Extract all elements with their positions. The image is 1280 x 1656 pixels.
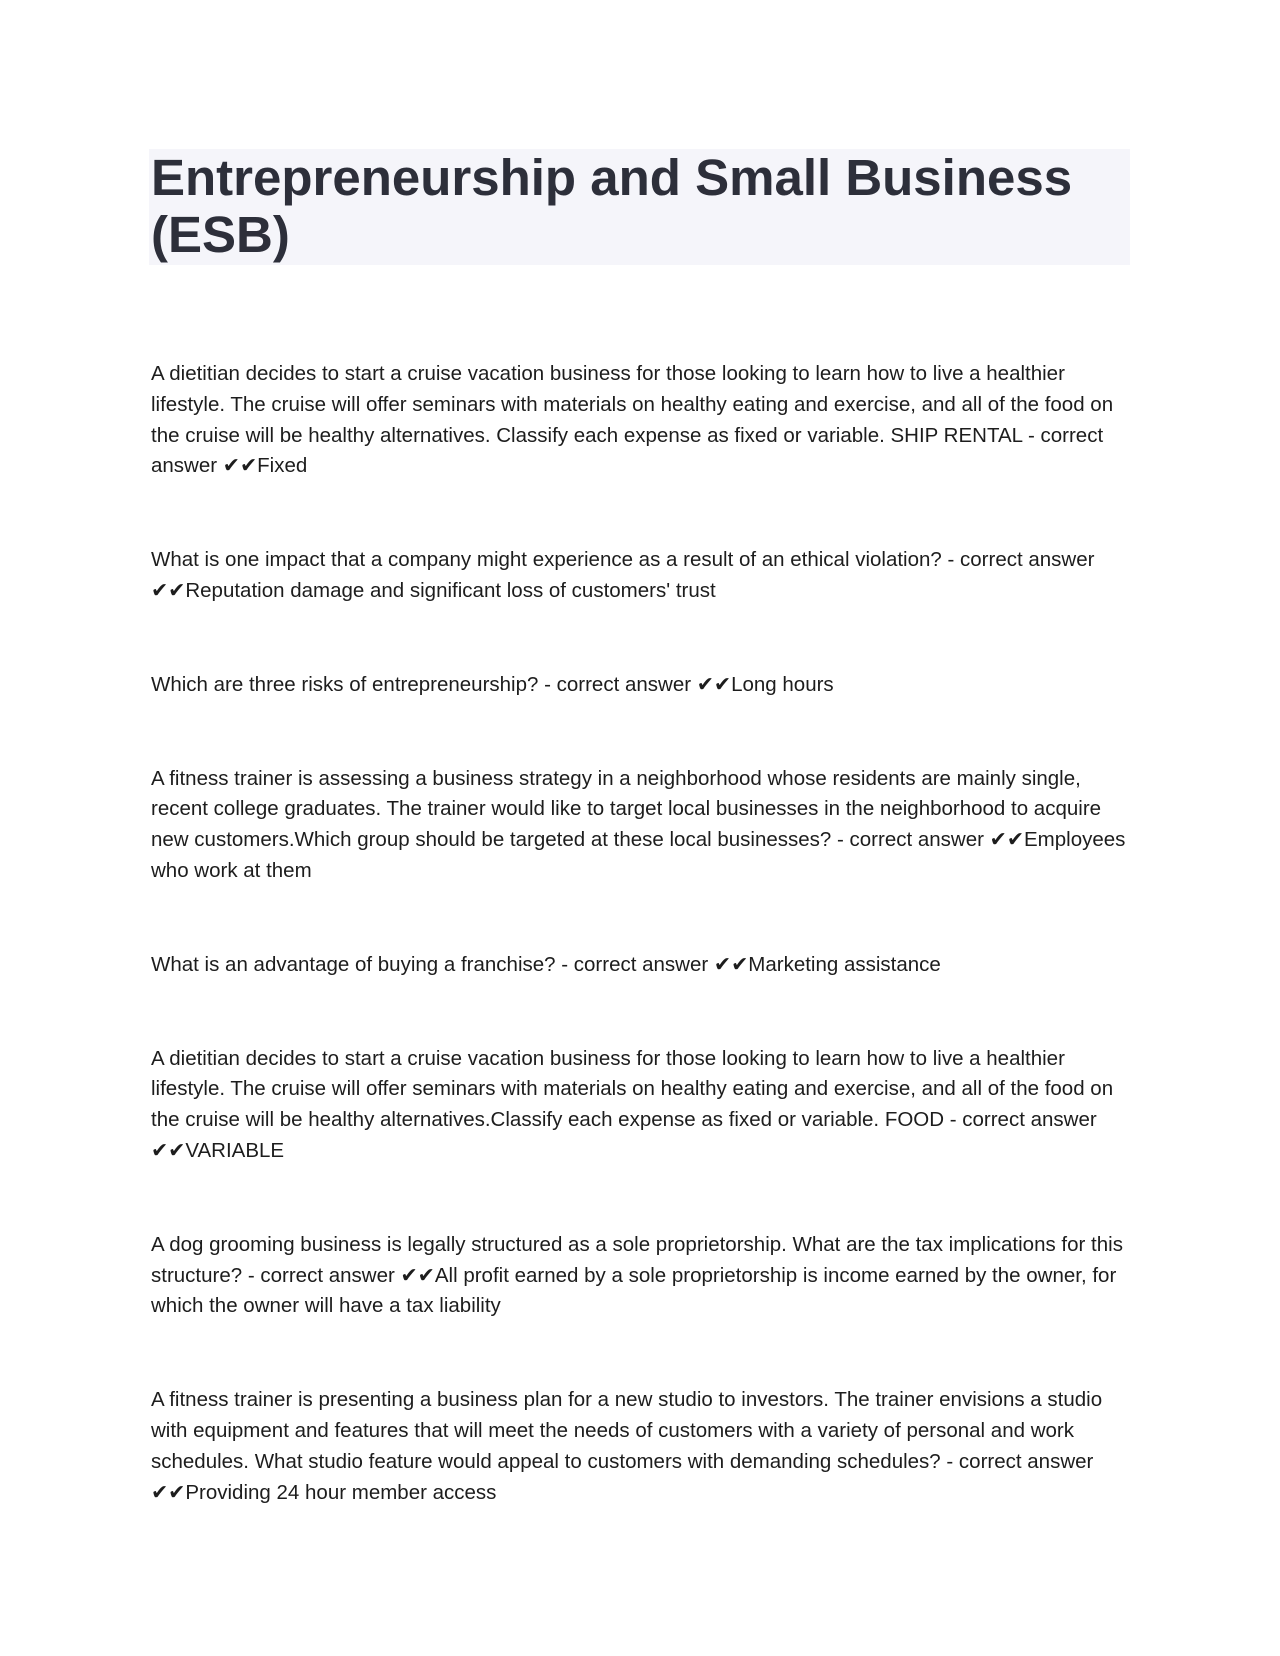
qa-item: A fitness trainer is assessing a business strategy in a neighborhood whose residents are mainly single, recent college graduates. The trainer would like to target local businesses in the neighborhood to acquire new customers.Which group should be targeted at these local businesses? - correct answer ✔✔Employees who work at them <box>151 766 1126 882</box>
qa-item: Which are three risks of entrepreneurship? - correct answer ✔✔Long hours <box>151 672 834 696</box>
document-title: Entrepreneurship and Small Business (ESB) <box>151 149 1073 263</box>
qa-item: A dog grooming business is legally structured as a sole proprietorship. What are the tax implications for this structure? - correct answer ✔✔All profit earned by a sole proprietorship is income earned by the owner, for which the owner will have a tax liability <box>151 1232 1123 1318</box>
qa-item: A dietitian decides to start a cruise vacation business for those looking to learn how to live a healthier lifestyle. The cruise will offer seminars with materials on healthy eating and exercise, and all of the food on the cruise will be healthy alternatives.Classify each expense as fixed or variable. FOOD - correct answer ✔✔VARIABLE <box>151 1046 1114 1162</box>
qa-item: What is an advantage of buying a franchise? - correct answer ✔✔Marketing assistance <box>151 952 941 976</box>
qa-item: What is one impact that a company might experience as a result of an ethical violation? - correct answer ✔✔Reputation damage and significant loss of customers' trust <box>151 548 1095 602</box>
qa-list <box>151 359 1136 1571</box>
qa-item: A dietitian decides to start a cruise vacation business for those looking to learn how to live a healthier lifestyle. The cruise will offer seminars with materials on healthy eating and exercise, and all of the food on the cruise will be healthy alternatives. Classify each expense as fixed or variable. SHIP RENTAL - correct answer ✔✔Fixed <box>151 362 1114 478</box>
qa-item: A fitness trainer is presenting a business plan for a new studio to investors. The trainer envisions a studio with equipment and features that will meet the needs of customers with a variety of personal and work schedules. What studio feature would appeal to customers with demanding schedules? - correct answer ✔✔Providing 24 hour member access <box>151 1388 1103 1504</box>
title-block <box>149 149 1130 265</box>
